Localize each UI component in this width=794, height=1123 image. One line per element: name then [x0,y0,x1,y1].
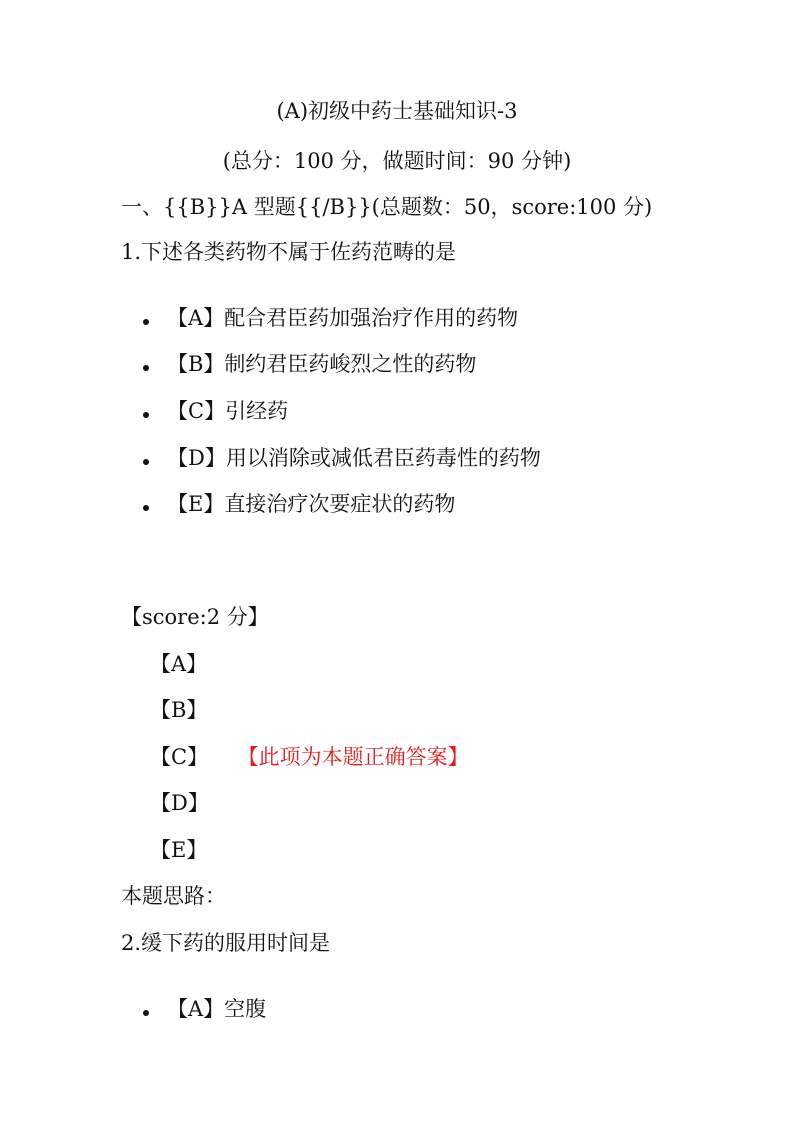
question-2-stem: 2.缓下药的服用时间是 [121,931,331,955]
answer-c [150,745,469,770]
question-1-option-a [143,306,518,331]
answer-label: 【C】 [150,745,209,769]
bullet-icon [143,365,149,371]
option-text: 【B】制约君臣药峻烈之性的药物 [167,352,477,376]
bullet-icon [143,459,149,465]
answer-d: 【D】 [150,791,209,815]
question-1-option-e [143,492,455,517]
answer-a: 【A】 [150,652,208,676]
question-1-explanation: 本题思路： [121,884,226,908]
question-1-score: 【score:2 分】 [121,605,269,629]
answer-b: 【B】 [150,698,208,722]
question-1-stem: 1.下述各类药物不属于佐药范畴的是 [121,240,457,264]
question-1-option-b [143,352,476,377]
bullet-icon [143,412,149,418]
option-text: 【D】用以消除或减低君臣药毒性的药物 [167,446,541,470]
document-subtitle: (总分：100 分，做题时间：90 分钟) [222,149,572,173]
correct-answer-note: 【此项为本题正确答案】 [248,745,469,769]
option-text: 【A】空腹 [167,997,267,1021]
option-text: 【A】配合君臣药加强治疗作用的药物 [167,306,519,330]
option-text: 【C】引经药 [167,399,289,423]
option-text: 【E】直接治疗次要症状的药物 [167,492,456,516]
document-title: (A)初级中药士基础知识-3 [276,99,518,123]
bullet-icon [143,319,149,325]
question-1-option-d [143,446,541,471]
bullet-icon [143,1010,149,1016]
question-2-option-a [143,997,266,1022]
question-1-option-c [143,399,288,424]
bullet-icon [143,505,149,511]
section-heading: 一、{{B}}A 型题{{/B}}(总题数：50，score:100 分) [121,195,653,219]
answer-e: 【E】 [150,838,208,862]
